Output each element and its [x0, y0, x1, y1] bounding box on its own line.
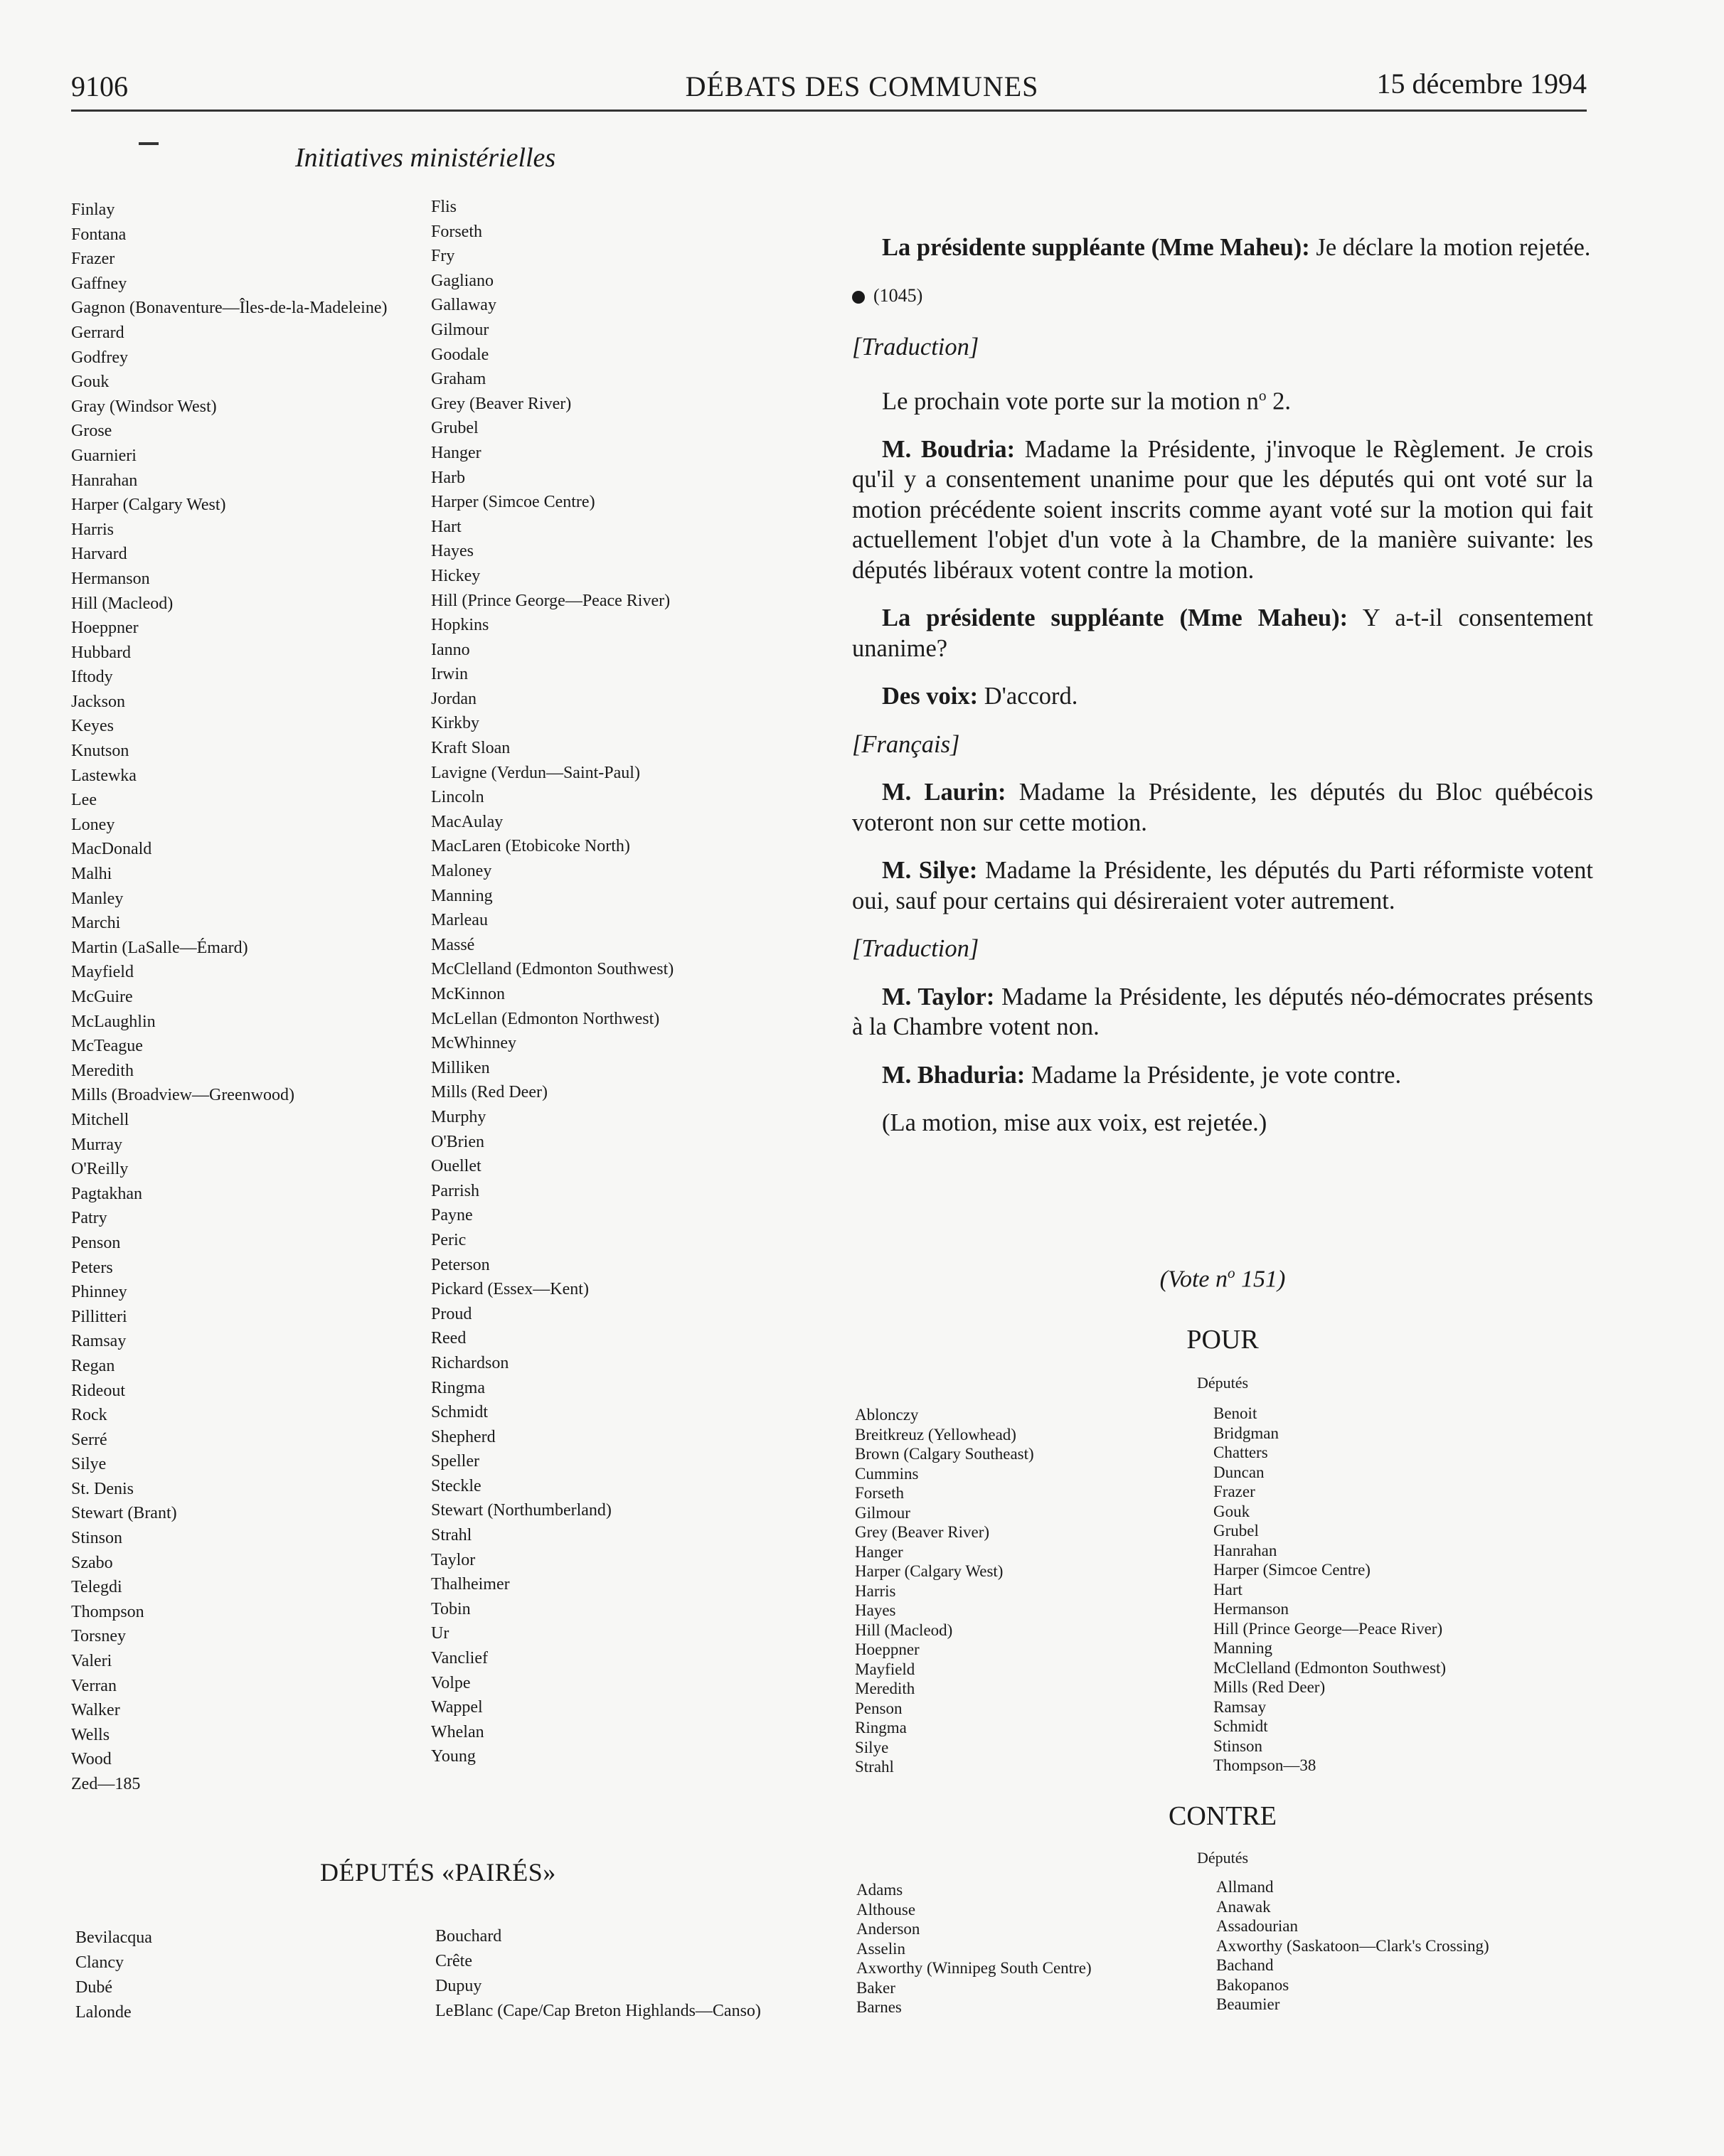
list-item: Peric — [431, 1230, 467, 1249]
list-item: Thalheimer — [431, 1575, 510, 1594]
list-item: Hanrahan — [71, 471, 138, 490]
list-item: Lee — [71, 791, 97, 810]
list-item: Proud — [431, 1304, 472, 1323]
paragraph — [852, 1060, 1593, 1091]
list-item: Harper (Simcoe Centre) — [431, 493, 595, 512]
list-item: Volpe — [431, 1673, 471, 1692]
paragraph — [852, 855, 1593, 916]
list-item: Mills (Red Deer) — [1213, 1678, 1326, 1696]
list-item: Pagtakhan — [71, 1184, 142, 1203]
paragraph: (La motion, mise aux voix, est rejetée.) — [882, 1109, 1267, 1136]
list-item: Breitkreuz (Yellowhead) — [855, 1425, 1016, 1443]
list-item: Harb — [431, 468, 465, 487]
contre-heading: CONTRE — [1169, 1801, 1277, 1831]
list-item: Phinney — [71, 1283, 127, 1302]
list-item: Ur — [431, 1624, 449, 1643]
time-marker — [852, 281, 1593, 311]
paragraph — [852, 603, 1593, 663]
list-item: Schmidt — [1213, 1717, 1268, 1735]
list-item: Adams — [856, 1881, 903, 1899]
list-item: Ablonczy — [855, 1406, 919, 1424]
list-item: Loney — [71, 815, 115, 834]
list-item: McTeague — [71, 1037, 143, 1056]
list-item: Maloney — [431, 862, 492, 881]
pour-column-left — [855, 1405, 1034, 1777]
list-item: Hill (Prince George—Peace River) — [431, 591, 671, 610]
list-item: Silye — [71, 1455, 107, 1474]
speaker: M. Taylor: — [882, 983, 995, 1010]
list-item: Stinson — [1213, 1736, 1263, 1755]
list-item: Brown (Calgary Southeast) — [855, 1445, 1034, 1463]
list-item: Murray — [71, 1135, 122, 1154]
list-item: Guarnieri — [71, 446, 137, 465]
list-item: Duncan — [1213, 1463, 1265, 1481]
paired-heading: DÉPUTÉS «PAIRÉS» — [320, 1858, 556, 1886]
speaker: M. Laurin: — [882, 779, 1006, 806]
list-item: Baker — [856, 1978, 895, 1997]
list-item: Mitchell — [71, 1110, 129, 1129]
list-item: Regan — [71, 1356, 115, 1375]
list-item: Grey (Beaver River) — [855, 1523, 990, 1541]
list-item: Patry — [71, 1209, 107, 1228]
list-item: Gagnon (Bonaventure—Îles-de-la-Madeleine) — [71, 299, 388, 318]
speech: Madame la Présidente, les députés néo-démocrates présents à la Chambre votent non. — [852, 983, 1593, 1040]
list-item: Manning — [1213, 1639, 1273, 1657]
header-rule — [71, 110, 1587, 112]
list-item: Hart — [431, 517, 462, 536]
list-item: Bakopanos — [1216, 1975, 1289, 1994]
list-item: Gilmour — [855, 1503, 910, 1522]
speaker: M. Boudria: — [882, 435, 1016, 463]
list-item: Pillitteri — [71, 1307, 127, 1326]
list-item: Flis — [431, 198, 457, 216]
section-title: Initiatives ministérielles — [295, 143, 556, 173]
list-item: Steckle — [431, 1476, 481, 1495]
list-item: Ramsay — [71, 1332, 127, 1351]
contre-column-right — [1216, 1877, 1489, 2014]
list-item: Althouse — [856, 1900, 916, 1918]
list-item: Bachand — [1216, 1956, 1274, 1974]
list-item: Hanger — [431, 443, 481, 462]
list-item: Knutson — [71, 742, 129, 761]
list-item: Peters — [71, 1258, 113, 1277]
list-item: Godfrey — [71, 348, 128, 367]
list-item: Goodale — [431, 345, 489, 364]
list-item: Gilmour — [431, 320, 489, 339]
speech: Le prochain vote porte sur la motion n — [882, 388, 1259, 415]
superscript: o — [1258, 386, 1267, 404]
list-item: Mills (Broadview—Greenwood) — [71, 1086, 294, 1105]
list-item: Dubé — [75, 1978, 112, 1997]
names-column-right — [431, 195, 674, 1769]
list-item: Milliken — [431, 1058, 490, 1077]
list-item: Grose — [71, 422, 112, 441]
speech: D'accord. — [978, 683, 1078, 710]
list-item: Parrish — [431, 1181, 479, 1200]
list-item: Peterson — [431, 1255, 490, 1274]
list-item: Richardson — [431, 1353, 509, 1372]
list-item: Keyes — [71, 717, 114, 736]
list-item: Wells — [71, 1725, 110, 1744]
list-item: Marchi — [71, 914, 121, 933]
paragraph — [852, 777, 1593, 838]
list-item: Hubbard — [71, 643, 131, 662]
list-item: Anderson — [856, 1920, 920, 1938]
list-item: Strahl — [855, 1758, 894, 1776]
page-number: 9106 — [71, 70, 128, 102]
list-item: Ianno — [431, 640, 470, 659]
list-item: Wood — [71, 1750, 112, 1769]
list-item: Hermanson — [71, 569, 150, 588]
list-item: Harper (Calgary West) — [71, 496, 226, 515]
page-title: DÉBATS DES COMMUNES — [685, 70, 1039, 102]
list-item: Allmand — [1216, 1878, 1274, 1896]
list-item: Murphy — [431, 1107, 486, 1126]
list-item: Massé — [431, 935, 475, 954]
list-item: Irwin — [431, 665, 468, 684]
list-item: Asselin — [856, 1939, 905, 1958]
vote-number — [852, 1264, 1593, 1293]
list-item: Ringma — [855, 1719, 907, 1736]
list-item: Graham — [431, 370, 486, 389]
list-item: Verran — [71, 1676, 117, 1695]
list-item: Finlay — [71, 201, 115, 219]
list-item: Vanclief — [431, 1649, 488, 1668]
list-item: Crête — [435, 1952, 472, 1970]
vote-label: (Vote n — [1159, 1266, 1228, 1293]
list-item: Harper (Calgary West) — [855, 1562, 1004, 1580]
vote-label: 151) — [1235, 1266, 1286, 1293]
speech: Madame la Présidente, je vote contre. — [1025, 1061, 1402, 1089]
list-item: O'Brien — [431, 1132, 484, 1151]
list-item: Forseth — [431, 222, 482, 241]
list-item: Hill (Macleod) — [855, 1621, 953, 1639]
list-item: Hopkins — [431, 616, 489, 635]
list-item: Mayfield — [71, 963, 134, 982]
language-tag: [Traduction] — [852, 333, 979, 361]
speech: 2. — [1266, 388, 1292, 415]
contre-column-left — [856, 1880, 1092, 2017]
list-item: Forseth — [855, 1484, 904, 1502]
list-item: Ringma — [431, 1378, 485, 1397]
list-item: Harvard — [71, 545, 127, 564]
list-item: Gerrard — [71, 323, 124, 342]
list-item: Whelan — [431, 1722, 484, 1741]
list-item: Hayes — [855, 1601, 896, 1619]
list-item: Pickard (Essex—Kent) — [431, 1280, 589, 1299]
list-item: Szabo — [71, 1553, 113, 1572]
paragraph — [852, 233, 1593, 263]
list-item: Rock — [71, 1406, 107, 1425]
list-item: Chatters — [1213, 1443, 1268, 1461]
paragraph — [852, 982, 1593, 1042]
list-item: Zed—185 — [71, 1775, 141, 1793]
list-item: Fry — [431, 247, 455, 266]
list-item: Kraft Sloan — [431, 739, 511, 758]
time-marker-text: (1045) — [873, 284, 923, 306]
pour-heading: POUR — [1186, 1325, 1259, 1355]
speaker: Des voix: — [882, 683, 979, 710]
list-item: Cummins — [855, 1464, 919, 1483]
list-item: McWhinney — [431, 1034, 516, 1053]
list-item: Gagliano — [431, 271, 494, 290]
speech: Y a-t-il consentement unanime? — [852, 604, 1594, 662]
list-item: Jordan — [431, 689, 477, 708]
list-item: Hart — [1213, 1580, 1243, 1599]
list-item: Malhi — [71, 865, 112, 884]
list-item: McLellan (Edmonton Northwest) — [431, 1009, 660, 1028]
list-item: Benoit — [1213, 1404, 1257, 1422]
list-item: Axworthy (Winnipeg South Centre) — [856, 1959, 1092, 1977]
list-item: Fontana — [71, 225, 127, 244]
list-item: Gallaway — [431, 296, 496, 315]
pour-column-right — [1213, 1404, 1446, 1776]
language-tag: [Traduction] — [852, 935, 979, 962]
list-item: Manley — [71, 889, 124, 908]
list-item: Torsney — [71, 1627, 126, 1646]
list-item: Rideout — [71, 1381, 125, 1400]
list-item: Kirkby — [431, 714, 479, 733]
list-item: Serré — [71, 1430, 107, 1449]
list-item: Clancy — [75, 1953, 124, 1972]
list-item: Gouk — [71, 373, 110, 392]
list-item: MacAulay — [431, 812, 504, 831]
list-item: McGuire — [71, 988, 133, 1006]
list-item: Mills (Red Deer) — [431, 1083, 548, 1102]
list-item: Speller — [431, 1452, 479, 1471]
list-item: Silye — [855, 1738, 889, 1756]
list-item: LeBlanc (Cape/Cap Breton Highlands—Canso) — [435, 2002, 761, 2020]
list-item: Stewart (Northumberland) — [431, 1501, 612, 1520]
list-item: Dupuy — [435, 1977, 482, 1995]
list-item: Ouellet — [431, 1157, 481, 1176]
list-item: Lastewka — [71, 766, 137, 785]
speech: Madame la Présidente, j'invoque le Règlement. Je crois qu'il y a consentement unanime pour que les députés qui ont voté sur la motion précédente soient inscrits comme ayant voté sur la motion qui fait actuellement l'objet d'un vote à la Chambre, de la manière suivante: les députés libéraux votent contre la motion. — [852, 435, 1593, 584]
list-item: Gaffney — [71, 274, 127, 293]
list-item: Beaumier — [1216, 1995, 1280, 2013]
list-item: McClelland (Edmonton Southwest) — [1213, 1658, 1447, 1677]
list-item: Hermanson — [1213, 1600, 1289, 1618]
list-item: Lincoln — [431, 788, 484, 807]
list-item: Ramsay — [1213, 1697, 1267, 1716]
list-item: Hayes — [431, 542, 474, 561]
names-column-left — [71, 198, 387, 1797]
list-item: Martin (LaSalle—Émard) — [71, 938, 248, 957]
dash-mark — [139, 142, 159, 145]
list-item: Hanger — [855, 1542, 903, 1561]
speech: Madame la Présidente, les députés du Parti réformiste votent oui, sauf pour certains qui désireraient voter autrement. — [852, 857, 1593, 914]
list-item: Manning — [431, 886, 493, 905]
list-item: McLaughlin — [71, 1012, 156, 1031]
speaker: La présidente suppléante (Mme Maheu): — [882, 234, 1310, 261]
bullet-icon — [852, 291, 865, 304]
language-tag: [Français] — [852, 730, 960, 758]
list-item: Mayfield — [855, 1660, 915, 1678]
list-item: Meredith — [855, 1680, 915, 1697]
list-item: Barnes — [856, 1998, 902, 2016]
list-item: Harper (Simcoe Centre) — [1213, 1561, 1371, 1579]
list-item: Valeri — [71, 1652, 112, 1671]
page-date: 15 décembre 1994 — [1376, 68, 1587, 100]
contre-subheading: Députés — [1196, 1849, 1249, 1867]
list-item: Grubel — [431, 419, 479, 438]
paired-column-left — [75, 1926, 152, 2025]
list-item: Young — [431, 1747, 476, 1766]
list-item: Schmidt — [431, 1403, 489, 1422]
list-item: Harris — [855, 1581, 896, 1600]
list-item: Thompson — [71, 1602, 144, 1621]
list-item: Hanrahan — [1213, 1541, 1277, 1559]
list-item: Axworthy (Saskatoon—Clark's Crossing) — [1216, 1936, 1489, 1955]
list-item: Hoeppner — [855, 1640, 920, 1658]
list-item: Walker — [71, 1701, 120, 1720]
list-item: St. Denis — [71, 1479, 134, 1498]
list-item: McKinnon — [431, 985, 505, 1003]
list-item: Hickey — [431, 566, 481, 585]
speech: Madame la Présidente, les députés du Bloc québécois voteront non sur cette motion. — [852, 779, 1593, 836]
superscript: o — [1227, 1264, 1235, 1281]
list-item: Wappel — [431, 1698, 483, 1717]
list-item: MacDonald — [71, 840, 152, 859]
list-item: Reed — [431, 1329, 467, 1348]
paragraph — [852, 380, 1593, 417]
speaker: La présidente suppléante (Mme Maheu): — [882, 604, 1348, 631]
list-item: Bevilacqua — [75, 1928, 152, 1947]
list-item: Bouchard — [435, 1927, 502, 1946]
list-item: Stewart (Brant) — [71, 1504, 177, 1523]
list-item: Thompson—38 — [1213, 1756, 1316, 1774]
list-item: Frazer — [1213, 1483, 1255, 1500]
debate-text — [852, 233, 1593, 1156]
list-item: Grubel — [1213, 1522, 1259, 1539]
paragraph — [852, 681, 1593, 712]
list-item: Penson — [855, 1699, 903, 1717]
list-item: Anawak — [1216, 1897, 1271, 1916]
list-item: Grey (Beaver River) — [431, 394, 572, 413]
list-item: Marleau — [431, 911, 488, 930]
list-item: Jackson — [71, 692, 125, 711]
list-item: Penson — [71, 1233, 121, 1252]
list-item: McClelland (Edmonton Southwest) — [431, 960, 674, 979]
list-item: Telegdi — [71, 1578, 122, 1597]
speaker: M. Bhaduria: — [882, 1061, 1026, 1089]
list-item: Tobin — [431, 1599, 471, 1618]
list-item: Frazer — [71, 250, 115, 269]
list-item: Taylor — [431, 1550, 476, 1569]
list-item: Assadourian — [1216, 1917, 1298, 1935]
list-item: Shepherd — [431, 1427, 496, 1446]
list-item: MacLaren (Etobicoke North) — [431, 837, 630, 856]
list-item: Strahl — [431, 1526, 472, 1545]
list-item: Lavigne (Verdun—Saint-Paul) — [431, 763, 640, 782]
paired-column-right — [435, 1924, 761, 2024]
list-item: Harris — [71, 520, 114, 539]
list-item: Hill (Prince George—Peace River) — [1213, 1619, 1443, 1638]
list-item: Lalonde — [75, 2003, 132, 2022]
list-item: Gouk — [1213, 1502, 1250, 1520]
list-item: O'Reilly — [71, 1160, 129, 1179]
list-item: Meredith — [71, 1061, 134, 1080]
list-item: Stinson — [71, 1529, 123, 1548]
paragraph — [852, 434, 1593, 586]
list-item: Iftody — [71, 668, 113, 687]
pour-subheading: Députés — [1196, 1374, 1249, 1392]
list-item: Payne — [431, 1206, 473, 1225]
list-item: Hill (Macleod) — [71, 594, 174, 613]
list-item: Hoeppner — [71, 619, 139, 638]
speaker: M. Silye: — [882, 857, 978, 884]
speech: Je déclare la motion rejetée. — [1309, 234, 1591, 261]
list-item: Bridgman — [1213, 1424, 1279, 1442]
list-item: Gray (Windsor West) — [71, 397, 217, 416]
